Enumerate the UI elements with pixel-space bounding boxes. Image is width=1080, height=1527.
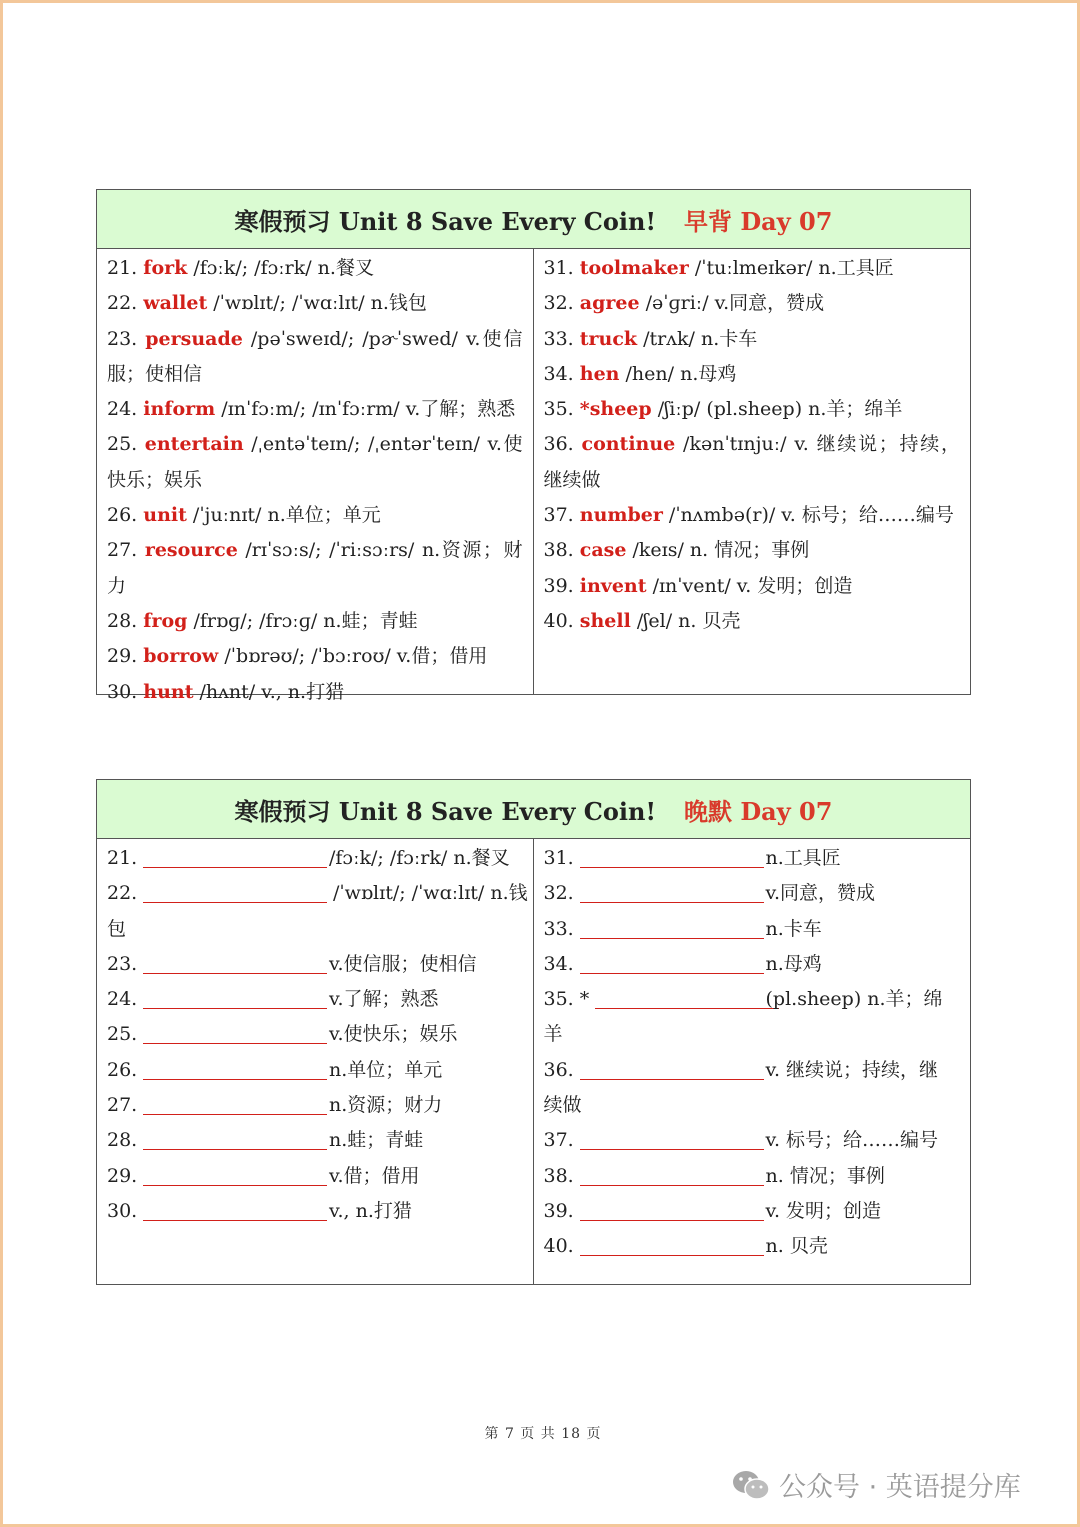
answer-blank[interactable]	[143, 951, 327, 974]
vocab-entry	[544, 322, 961, 357]
answer-blank[interactable]	[580, 1163, 764, 1186]
entry-definition: /trʌk/ n.卡车	[637, 327, 758, 350]
dictation-entry	[107, 1123, 523, 1158]
entry-number: 33.	[543, 917, 574, 940]
dictation-entry	[107, 947, 523, 982]
entry-definition: v.同意，赞成	[765, 882, 876, 905]
entry-number: 22.	[107, 882, 138, 905]
entry-definition: /kənˈtɪnjuː/ v. 继续说；持续，继续做	[543, 433, 960, 491]
card-header	[97, 780, 970, 839]
entry-number: 35. *	[543, 988, 590, 1011]
entry-number: 23.	[107, 952, 138, 975]
entry-number: 23.	[107, 327, 138, 350]
entry-definition: /ˈtuːlmeɪkər/ n.工具匠	[688, 257, 894, 279]
entry-definition: /ˌentəˈteɪn/; /ˌentərˈteɪn/ v.使快乐；娱乐	[107, 433, 523, 491]
entry-word: persuade	[145, 327, 243, 350]
entry-word: wallet	[143, 292, 208, 315]
dictation-entry	[544, 912, 961, 947]
vocab-column-right	[534, 249, 971, 695]
entry-word: agree	[579, 292, 640, 315]
dictation-column-right	[534, 839, 971, 1285]
entry-word: inform	[143, 398, 216, 421]
entry-definition: /ˈjuːnɪt/ n.单位；单元	[186, 504, 381, 527]
entry-definition: n.蛙；青蛙	[329, 1129, 424, 1152]
vocab-entry	[107, 251, 523, 286]
dictation-entry	[544, 1159, 961, 1194]
entry-word: invent	[579, 574, 647, 597]
entry-definition: /ˈbɒrəʊ/; /ˈbɔːroʊ/ v.借；借用	[218, 645, 488, 668]
dictation-entry	[544, 1123, 961, 1158]
answer-blank[interactable]	[143, 1092, 327, 1115]
entry-number: 32.	[543, 292, 574, 315]
entry-definition: /ˈwɒlɪt/; /ˈwɑːlɪt/ n.钱	[333, 882, 528, 905]
entry-number: 31.	[543, 847, 574, 869]
dictation-entry	[544, 876, 961, 911]
answer-blank[interactable]	[580, 1198, 764, 1221]
entry-definition: /frɒɡ/; /frɔːɡ/ n.蛙；青蛙	[187, 609, 418, 632]
dictation-entry-continued	[107, 912, 523, 947]
entry-definition-continued: 羊	[543, 1023, 563, 1046]
answer-blank[interactable]	[143, 1163, 327, 1186]
entry-number: 30.	[107, 680, 138, 703]
entry-definition: /hen/ n.母鸡	[619, 362, 737, 385]
answer-blank[interactable]	[580, 880, 764, 903]
entry-number: 28.	[107, 1129, 138, 1152]
entry-definition: n. 贝壳	[765, 1235, 828, 1258]
entry-number: 34.	[543, 952, 574, 975]
vocab-column-left	[97, 249, 534, 703]
answer-blank[interactable]	[143, 845, 327, 868]
dictation-entry	[107, 1053, 523, 1088]
entry-number: 40.	[543, 609, 574, 632]
entry-number: 38.	[543, 539, 574, 562]
entry-definition: /keɪs/ n. 情况；事例	[626, 539, 810, 562]
entry-word: toolmaker	[579, 257, 689, 279]
entry-number: 21.	[107, 257, 138, 279]
vocab-entry	[107, 322, 523, 393]
entry-definition: n.卡车	[765, 917, 822, 940]
entry-number: 39.	[543, 1199, 574, 1222]
entry-number: 36.	[543, 1058, 574, 1081]
dictation-entry	[544, 1229, 961, 1264]
entry-definition: v. 发明；创造	[765, 1199, 882, 1222]
entry-definition: (pl.sheep) n.羊；绵	[765, 988, 943, 1011]
entry-word: sheep	[589, 398, 652, 421]
card-title: 寒假预习 Unit 8 Save Every Coin!	[234, 796, 657, 826]
entry-definition: v.使信服；使相信	[329, 952, 477, 975]
entry-definition: n.单位；单元	[329, 1058, 443, 1081]
entry-word: shell	[579, 609, 631, 632]
vocab-entry	[544, 392, 961, 427]
dictation-entry	[544, 947, 961, 982]
answer-blank[interactable]	[580, 916, 764, 939]
vocab-entry	[544, 533, 961, 568]
entry-word: frog	[143, 609, 188, 632]
entry-prefix: *	[579, 398, 590, 421]
entry-word: unit	[143, 504, 187, 527]
card-title: 寒假预习 Unit 8 Save Every Coin!	[234, 206, 657, 236]
answer-blank[interactable]	[580, 1127, 764, 1150]
entry-definition: v. 标号；给……编号	[765, 1129, 939, 1152]
entry-word: resource	[144, 539, 238, 562]
entry-number: 40.	[543, 1235, 574, 1258]
entry-definition: /ˈnʌmbə(r)/ v. 标号；给……编号	[662, 504, 954, 527]
card-day-tag: 晚默 Day 07	[684, 796, 833, 826]
entry-number: 29.	[107, 1164, 138, 1187]
entry-definition: n.资源；财力	[329, 1094, 443, 1117]
entry-word: truck	[579, 327, 638, 350]
dictation-entry	[107, 1088, 523, 1123]
answer-blank[interactable]	[143, 1127, 327, 1150]
vocab-entry	[544, 251, 961, 286]
wechat-icon	[731, 1468, 771, 1502]
entry-number: 37.	[543, 1129, 574, 1152]
entry-definition: v. 继续说；持续，继	[765, 1058, 939, 1081]
entry-word: borrow	[143, 645, 219, 668]
entry-definition: n. 情况；事例	[765, 1164, 885, 1187]
entry-number: 29.	[107, 645, 138, 668]
entry-definition: /ʃiːp/ (pl.sheep) n.羊；绵羊	[651, 398, 903, 421]
entry-definition: /pəˈsweɪd/; /pɚˈswed/ v.使信服；使相信	[107, 327, 523, 385]
vocab-entry	[107, 639, 523, 674]
vocab-entry	[107, 498, 523, 533]
dictation-column-left	[97, 839, 534, 1285]
entry-number: 27.	[107, 539, 138, 562]
entry-word: hen	[579, 362, 620, 385]
dictation-entry	[107, 1017, 523, 1052]
dictation-entry	[544, 1194, 961, 1229]
answer-blank[interactable]	[143, 880, 327, 903]
entry-number: 22.	[107, 292, 138, 315]
dictation-entry	[107, 1194, 523, 1229]
entry-definition: n.母鸡	[765, 952, 822, 975]
answer-blank[interactable]	[580, 1233, 764, 1256]
entry-definition-continued: 包	[107, 917, 127, 940]
entry-definition: /ɪnˈvent/ v. 发明；创造	[646, 574, 853, 597]
vocab-entry	[107, 427, 523, 498]
entry-word: number	[579, 504, 663, 527]
entry-definition: /rɪˈsɔːs/; /ˈriːsɔːrs/ n.资源；财力	[107, 539, 523, 597]
watermark-text: 公众号 · 英语提分库	[779, 1472, 1021, 1503]
entry-number: 30.	[107, 1199, 138, 1222]
answer-blank[interactable]	[580, 1057, 764, 1080]
entry-number: 35.	[543, 398, 574, 421]
entry-number: 37.	[543, 504, 574, 527]
entry-word: continue	[581, 433, 676, 456]
entry-number: 39.	[543, 574, 574, 597]
entry-definition: /fɔːk/; /fɔːrk/ n.餐叉	[187, 257, 374, 279]
card-day-tag: 早背 Day 07	[684, 206, 833, 236]
vocab-entry	[107, 392, 523, 427]
entry-number: 33.	[543, 327, 574, 350]
dictation-entry	[107, 876, 528, 911]
entry-definition: /ɪnˈfɔːm/; /ɪnˈfɔːrm/ v.了解；熟悉	[215, 398, 516, 421]
vocab-entry	[544, 498, 961, 533]
evening-dictation-card	[96, 779, 971, 1285]
answer-blank[interactable]	[143, 1198, 327, 1221]
answer-blank[interactable]	[143, 1021, 327, 1044]
entry-definition: /ʃel/ n. 贝壳	[630, 609, 741, 632]
answer-blank[interactable]	[143, 1057, 327, 1080]
answer-blank[interactable]	[580, 951, 764, 974]
entry-number: 21.	[107, 847, 138, 869]
entry-word: hunt	[143, 680, 194, 703]
entry-number: 36.	[543, 433, 574, 456]
entry-definition-continued: 续做	[543, 1094, 582, 1117]
entry-number: 25.	[107, 433, 138, 456]
vocab-entry	[107, 286, 523, 321]
entry-definition: /fɔːk/; /fɔːrk/ n.餐叉	[329, 847, 510, 869]
entry-number: 31.	[543, 257, 574, 279]
entry-number: 28.	[107, 609, 138, 632]
entry-definition: /hʌnt/ v., n.打猎	[193, 680, 345, 703]
dictation-entry	[544, 841, 961, 876]
entry-word: case	[579, 539, 627, 562]
vocab-entry	[107, 675, 523, 710]
answer-blank[interactable]	[143, 986, 327, 1009]
entry-number: 24.	[107, 988, 138, 1011]
entry-definition: v.借；借用	[329, 1164, 420, 1187]
dictation-entry-continued	[544, 1088, 961, 1123]
watermark	[731, 1465, 1021, 1504]
entry-number: 26.	[107, 504, 138, 527]
entry-number: 27.	[107, 1094, 138, 1117]
entry-definition: /ˈwɒlɪt/; /ˈwɑːlɪt/ n.钱包	[207, 292, 427, 315]
entry-word: fork	[143, 257, 188, 279]
answer-blank[interactable]	[595, 986, 779, 1009]
entry-number: 34.	[543, 362, 574, 385]
dictation-entry	[107, 841, 523, 876]
vocab-entry	[544, 427, 961, 498]
vocab-entry	[544, 569, 961, 604]
dictation-entry	[544, 982, 961, 1017]
entry-number: 24.	[107, 398, 138, 421]
dictation-entry	[544, 1053, 961, 1088]
entry-definition: v.使快乐；娱乐	[329, 1023, 458, 1046]
dictation-entry	[107, 1159, 523, 1194]
vocab-entry	[544, 604, 961, 639]
entry-definition: n.工具匠	[765, 847, 841, 869]
vocab-entry	[544, 357, 961, 392]
dictation-entry	[107, 982, 523, 1017]
vocab-entry	[107, 604, 523, 639]
entry-word: entertain	[144, 433, 244, 456]
entry-definition: v., n.打猎	[329, 1199, 412, 1222]
entry-definition: v.了解；熟悉	[329, 988, 439, 1011]
answer-blank[interactable]	[580, 845, 764, 868]
dictation-entry-continued	[544, 1017, 961, 1052]
entry-definition: /əˈɡriː/ v.同意，赞成	[639, 292, 825, 315]
card-header	[97, 190, 970, 249]
entry-number: 26.	[107, 1058, 138, 1081]
vocab-entry	[107, 533, 523, 604]
page-number: 第 7 页 共 18 页	[484, 1426, 602, 1442]
entry-number: 38.	[543, 1164, 574, 1187]
entry-number: 25.	[107, 1023, 138, 1046]
entry-number: 32.	[543, 882, 574, 905]
morning-vocab-card	[96, 189, 971, 703]
vocab-entry	[544, 286, 961, 321]
